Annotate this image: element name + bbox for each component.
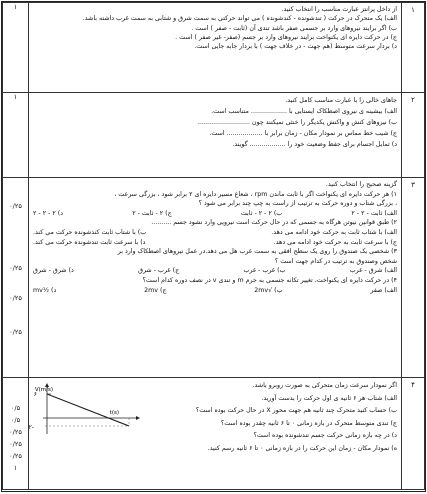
q3-instruction: گزینه صحیح را انتخاب کنید. xyxy=(325,181,397,188)
question-body-2 xyxy=(29,93,402,178)
x-axis-label: t(s) xyxy=(109,410,119,416)
score-2: ۱ xyxy=(13,93,18,101)
score-4d: ۰/۲۵ xyxy=(9,440,22,448)
question-number-4: ۴ xyxy=(411,381,415,389)
question-number-2: ۲ xyxy=(411,96,415,104)
q3-2-option-a[interactable]: الف) با شتاب ثابت به حرکت خود ادامه می دهد. xyxy=(271,228,397,236)
score-3b: ۰/۲۵ xyxy=(9,264,22,272)
q1-line-1: از داخل پرانتز عبارت مناسب را انتخاب کنید. xyxy=(281,6,397,13)
q4-line-1: اگر نمودار سرعت زمان متحرکی به صورت روبرو باشد. xyxy=(252,382,397,389)
q3-3-options xyxy=(33,266,397,276)
score-4f: ۱ xyxy=(13,464,18,472)
q2-line-3: ب) نیروهای کنش و واکنش یکدیگر را خنثی نمیکنند چون .......................... xyxy=(197,119,397,126)
question-number-3: ۳ xyxy=(411,181,415,189)
exam-sheet xyxy=(1,1,426,492)
velocity-time-graph xyxy=(28,382,143,437)
number-cell-4 xyxy=(402,378,425,490)
score-4a: ۰/۵ xyxy=(10,404,21,412)
q3-1-option-d[interactable]: د) ۲ - ۲ - ۲ xyxy=(33,209,64,217)
score-1: ۱ xyxy=(13,3,18,11)
q3-3-option-c[interactable]: ج) غرب - شرق xyxy=(138,267,180,275)
q4-line-5: د) در چه بازه زمانی حرکت جسم تندشونده بوده است؟ xyxy=(253,432,397,439)
q1-line-2: الف) یک متحرک در حرکت ( تندشونده - کندشونده ) می تواند حرکتی به سمت شرق و شتابی به سمت غرب داشته باشد. xyxy=(82,15,397,23)
q3-2-stem: ۲) طبق قوانین نیوتن هرگاه به جسمی که در حال حرکت است نیرویی وارد نشود جسم .......... xyxy=(151,219,397,227)
q3-3-option-a[interactable]: الف) شرق - غرب xyxy=(349,267,397,275)
question-body-1 xyxy=(29,3,402,93)
q1-line-5: د) بردار سرعت متوسط (هم جهت - در خلاف جهت ) با بردار جابه جایی است. xyxy=(194,43,397,51)
q1-line-3: ب) اگر برایند نیروهای وارد بر جسمی صفر باشد تندی آن (ثابت - صفر ) است . xyxy=(191,24,397,32)
q3-2-options-row1 xyxy=(33,228,397,238)
score-4c: ۰/۲۵ xyxy=(9,428,22,436)
q3-3-option-b[interactable]: ب) غرب - غرب xyxy=(243,267,286,275)
number-cell-1 xyxy=(402,3,425,93)
q3-1-option-c[interactable]: ج) ۲ - ثابت - ۲ xyxy=(132,209,172,217)
score-4e: ۰/۲۵ xyxy=(9,452,22,460)
question-body-3 xyxy=(29,178,402,378)
question-body-4 xyxy=(29,378,402,490)
score-3c: ۰/۲۵ xyxy=(9,294,22,302)
q3-1-option-b[interactable]: ب) ۲ - ۲ - ثابت xyxy=(240,209,283,217)
score-cell-4 xyxy=(3,378,29,490)
q3-2-option-d[interactable]: د) با سرعت ثابت تندشونده حرکت می کند. xyxy=(33,238,146,246)
q3-4-option-b[interactable]: ب) √2mv xyxy=(254,286,283,294)
q3-2-option-b[interactable]: ب) با شتاب ثابت کندشونده حرکت می کند. xyxy=(33,228,147,236)
y-axis-label: V(m/s) xyxy=(34,387,53,393)
score-cell-2 xyxy=(3,93,29,178)
q3-3-stem: ۳) شخصی یک صندوق را روی یک سطح افقی به سمت غرب هل می دهد.در عمل نیروهای اصطکاک وارد بر xyxy=(117,248,397,256)
q3-3-stem-line2: شخص وصندوق به ترتیب در کدام جهت است ؟ xyxy=(274,257,397,265)
q2-line-1: جاهای خالی را با عبارت مناسب کامل کنید. xyxy=(285,97,397,104)
y-tick-negative: -۲ xyxy=(28,424,34,431)
q4-line-4: ج) تندی متوسط متحرک در بازه زمانی ۰ تا ۶ ثانیه چقدر بوده است؟ xyxy=(220,419,397,427)
q3-1-stem-line1: ۱) هر حرکت دایره ای یکنواخت اگر با ثابت ماندن rpm ، شعاع مسیر دایره ای ۲ برابر شود ، بزرگی سرعت ، xyxy=(114,190,397,198)
q4-line-2: الف) شتاب هر ۶ ثانیه ی اول حرکت را بدست آورید. xyxy=(261,394,397,402)
q3-4-option-d[interactable]: د) ½mv xyxy=(33,286,57,294)
q3-1-stem-line2: ، بزرگی شتاب و دوره حرکت به ترتیب از راست به چپ چند برابر می شود ؟ xyxy=(198,200,397,208)
q4-line-6: ه) نمودار مکان - زمان این حرکت را در بازه زمانی ۰ تا ۶ ثانیه رسم کنید. xyxy=(207,444,397,452)
score-cell-3 xyxy=(3,178,29,378)
score-3d: ۰/۲۵ xyxy=(9,328,22,336)
q1-line-4: ج) در حرکت دایره ای یکنواخت برایند نیروهای وارد بر جسم (صفر- غیر صفر ) است . xyxy=(175,33,397,41)
q3-2-option-c[interactable]: ج) با سرعت ثابت به حرکت خود ادامه می دهد. xyxy=(273,238,397,246)
question-row-2 xyxy=(3,93,425,178)
question-number-1: ۱ xyxy=(411,6,415,14)
score-stack-4 xyxy=(3,378,28,474)
q3-1-option-a[interactable]: الف) ثابت - ۲ - ۲ xyxy=(351,209,397,217)
q2-line-5: د) تمایل اجسام برای حفظ وضعیت خود را .................. گویند. xyxy=(232,141,397,148)
score-cell-1 xyxy=(3,3,29,93)
number-cell-2 xyxy=(402,93,425,178)
q3-4-options xyxy=(33,286,397,296)
q3-2-options-row2 xyxy=(33,238,397,248)
number-cell-3 xyxy=(402,178,425,378)
question-row-4 xyxy=(3,378,425,490)
q3-4-option-a[interactable]: الف) صفر xyxy=(370,286,397,294)
score-4b: ۰/۵ xyxy=(10,416,21,424)
question-row-1 xyxy=(3,3,425,93)
q3-1-options xyxy=(33,209,397,219)
q3-4-stem: ۴) در حرکت دایره ای یکنواخت، تغییر تکانه جسمی به جرم m و تندی v در نصف دوره کدام است؟ xyxy=(142,276,397,284)
y-tick-positive: ۶ xyxy=(33,391,37,398)
questions-table xyxy=(2,2,425,490)
question-row-3 xyxy=(3,178,425,378)
q3-3-option-d[interactable]: د) شرق - شرق xyxy=(33,267,74,275)
x-axis-arrow xyxy=(136,416,140,420)
q2-line-4: ج) شیب خط مماس بر نمودار مکان - زمان برابر با .................. است. xyxy=(209,130,397,137)
q4-line-3: ب) حساب کنید متحرک چند ثانیه هم جهت محور X در حال حرکت بوده است؟ xyxy=(195,407,397,414)
q2-line-2: الف) بیشینه ی نیروی اصطکاک ایستایی با .................. متناسب است. xyxy=(211,108,397,115)
q3-4-option-c[interactable]: ج) 2mv xyxy=(144,286,167,294)
score-3a: ۰/۲۵ xyxy=(9,202,22,210)
